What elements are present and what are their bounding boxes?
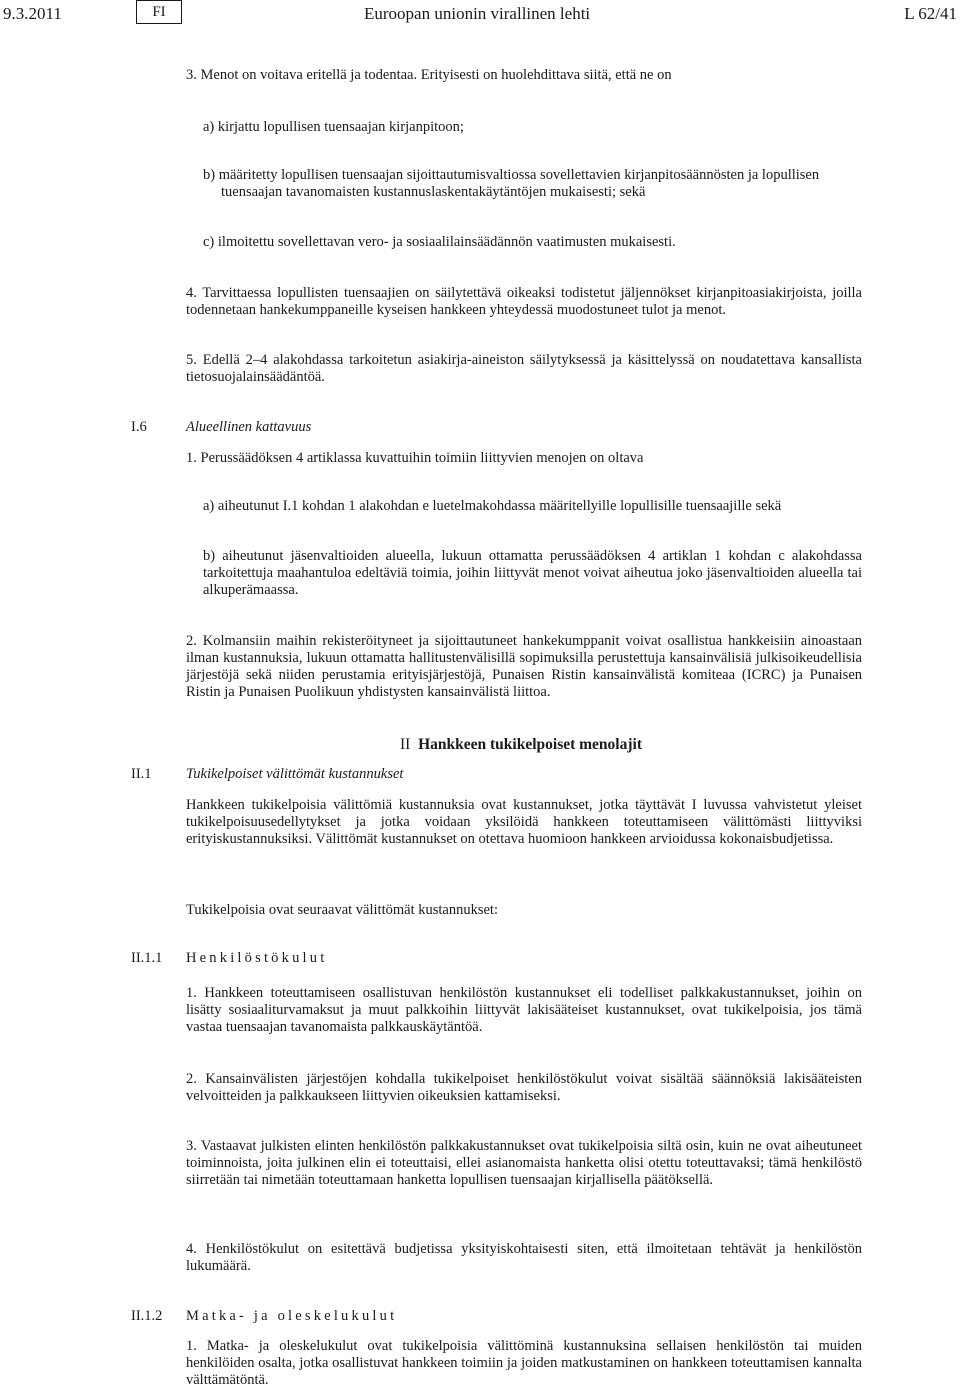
i6-paragraph-1b: b) aiheutunut jäsenvaltioiden alueella, lukuun ottamatta perussäädöksen 4 artiklan 1 kohdan c alakohdassa tarkoitettuja maahantuloa edeltäviä toimia, joihin liittyvät menot voivat aiheutua joko jäsenvaltioiden alueella tai alkuperämaassa.	[203, 548, 862, 598]
ii1-paragraph-1: Hankkeen tukikelpoisia välittömiä kustannuksia ovat kustannukset, jotka täyttävät I luvussa vahvistetut yleiset tukikelpoisuusedellytykset ja jotka voidaan yksilöidä hankkeen toteuttamiseen välittömästi liittyviksi erityiskustannuksiksi. Välittömät kustannukset on otettava huomioon hankkeen arvioidussa kokonaisbudjetissa.	[186, 797, 862, 847]
page-reference: L 62/41	[904, 4, 957, 23]
section-title-ii11: Henkilöstökulut	[186, 950, 328, 966]
ii12-paragraph-1: 1. Matka- ja oleskelukulut ovat tukikelpoisia välittöminä kustannuksina sellaisen henkilöstön tai muiden henkilöiden osalta, jotka osallistuvat hankkeen toimiin ja joiden matkustaminen on hankkeen toteuttamisen kannalta välttämätöntä.	[186, 1338, 862, 1388]
ii11-paragraph-2: 2. Kansainvälisten järjestöjen kohdalla tukikelpoiset henkilöstökulut voivat sisältää säännöksiä lakisääteisten velvoitteiden ja palkkaukseen liittyvien oikeuksien kattamiseksi.	[186, 1071, 862, 1104]
i6-paragraph-2: 2. Kolmansiin maihin rekisteröityneet ja sijoittautuneet hankekumppanit voivat osallistua hankkeisiin ainoastaan ilman kustannuksia, lukuun ottamatta hallitustenvälisillä sopimuksilla perustettuja kansainvälisiä julkisoikeudellisia järjestöjä sekä niiden perustamia erityisjärjestöjä, Punaisen Ristin kansainvälistä komiteaa (ICRC) ja Punaisen Ristin ja Punaisen Puolikuun yhdistysten kansainvälistä liittoa.	[186, 633, 862, 700]
section-number-ii12: II.1.2	[131, 1308, 163, 1324]
section-title-i6: Alueellinen kattavuus	[186, 419, 312, 435]
ii11-paragraph-3: 3. Vastaavat julkisten elinten henkilöstön palkkakustannukset ovat tukikelpoisia siltä osin, kuin ne ovat aiheutuneet toiminnoista, joita julkinen elin ei toteuttaisi, ellei asianomaista hanketta olisi otettu toteuttavaksi; tämä henkilöstö siirretään tai nimetään toteuttamaan hanketta lopullisen tuensaajan kirjallisella päätöksellä.	[186, 1138, 862, 1188]
paragraph-3b-line1: b) määritetty lopullisen tuensaajan sijoittautumisvaltiossa sovellettavien kirjanpitosäännösten ja lopullisen	[203, 167, 820, 183]
ii11-paragraph-1: 1. Hankkeen toteuttamiseen osallistuvan henkilöstön kustannukset eli todelliset palkkakustannukset, joihin on lisätty sosiaaliturvamaksut ja muut palkkoihin liittyvät lakisääteiset kustannukset, ovat tukikelpoisia, jos tämä vastaa tuensaajan tavanomaista palkkauskäytäntöä.	[186, 985, 862, 1035]
ii11-paragraph-4: 4. Henkilöstökulut on esitettävä budjetissa yksityiskohtaisesti siten, että ilmoitetaan tehtävät ja henkilöstön lukumäärä.	[186, 1241, 862, 1274]
paragraph-3a: a) kirjattu lopullisen tuensaajan kirjanpitoon;	[203, 119, 464, 135]
section-title-ii12: Matka- ja oleskelukulut	[186, 1308, 398, 1324]
ii1-paragraph-2: Tukikelpoisia ovat seuraavat välittömät kustannukset:	[186, 902, 498, 918]
part-heading	[400, 736, 642, 754]
section-title-ii1: Tukikelpoiset välittömät kustannukset	[186, 766, 404, 782]
paragraph-5: 5. Edellä 2–4 alakohdassa tarkoitetun asiakirja-aineiston säilytyksessä ja käsittelyssä on noudatettava kansallista tietosuojalainsäädäntöä.	[186, 352, 862, 385]
page-header	[0, 0, 960, 40]
i6-paragraph-1: 1. Perussäädöksen 4 artiklassa kuvattuihin toimiin liittyvien menojen on oltava	[186, 450, 644, 466]
section-number-i6: I.6	[131, 419, 147, 435]
paragraph-3c: c) ilmoitettu sovellettavan vero- ja sosiaalilainsäädännön vaatimusten mukaisesti.	[203, 234, 676, 250]
part-roman-numeral: II	[400, 736, 411, 753]
section-number-ii1: II.1	[131, 766, 152, 782]
paragraph-4: 4. Tarvittaessa lopullisten tuensaajien on säilytettävä oikeaksi todistetut jäljennökset kirjanpitoasiakirjoista, joilla todennetaan hankekumppaneille kyseisen hankkeen yhteydessä muodostuneet tulot ja menot.	[186, 285, 862, 318]
language-badge: FI	[136, 0, 182, 24]
header-date: 9.3.2011	[3, 4, 62, 23]
journal-title: Euroopan unionin virallinen lehti	[364, 4, 591, 23]
i6-paragraph-1a: a) aiheutunut I.1 kohdan 1 alakohdan e luetelmakohdassa määritellyille lopullisille tuensaajille sekä	[203, 498, 782, 514]
paragraph-3b-line2: tuensaajan tavanomaisten kustannuslaskentakäytäntöjen mukaisesti; sekä	[221, 184, 646, 200]
section-number-ii11: II.1.1	[131, 950, 163, 966]
part-title: Hankkeen tukikelpoiset menolajit	[418, 736, 642, 753]
paragraph-3: 3. Menot on voitava eritellä ja todentaa. Erityisesti on huolehdittava siitä, että ne on	[186, 67, 672, 83]
